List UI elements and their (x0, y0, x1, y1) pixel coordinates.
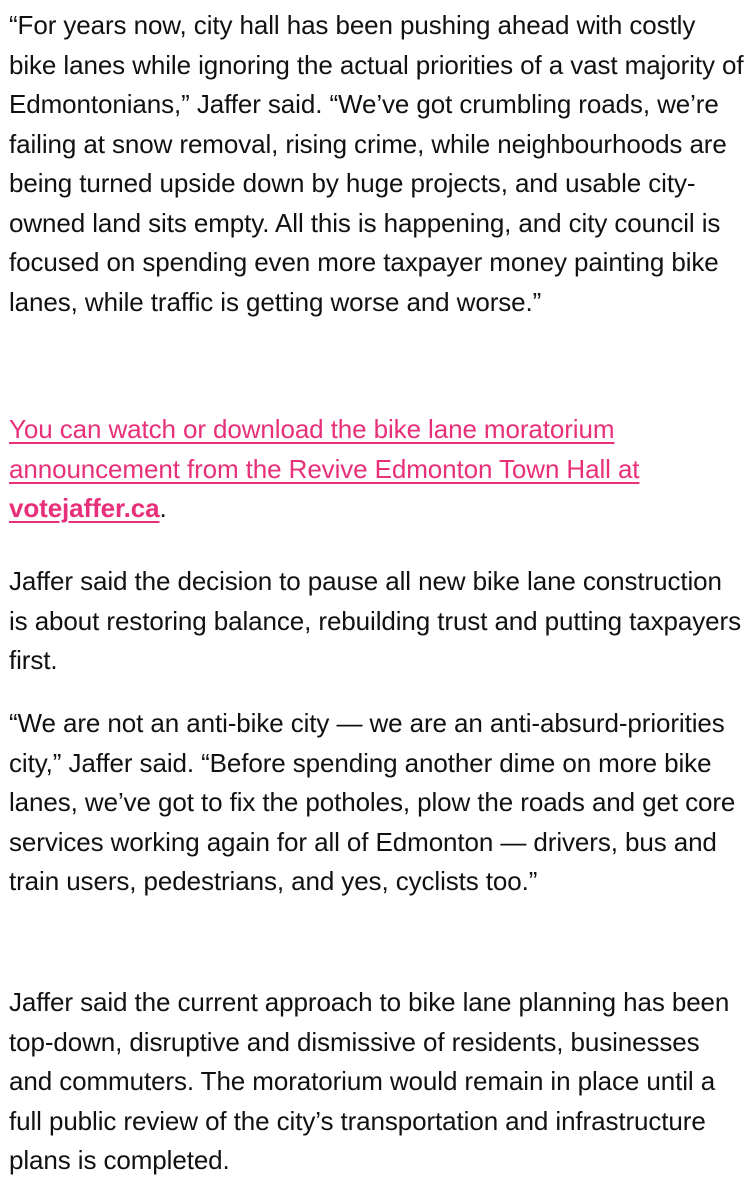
paragraph-video-link (9, 410, 745, 529)
paragraph-quote-anti-absurd: “We are not an anti-bike city — we are an anti-absurd-priorities city,” Jaffer said. “Before spending another dime on more bike lanes, we’ve got to fix the potholes, plow the roads and get core services working again for all of Edmonton — drivers, bus and train users, pedestrians, and yes, cyclists too.” (9, 708, 736, 896)
town-hall-announcement-link[interactable]: You can watch or download the bike lane moratorium announcement from the Revive Edmonton Town Hall at (9, 414, 640, 484)
link-paragraph-period: . (159, 493, 167, 523)
votejaffer-link[interactable]: votejaffer.ca (9, 493, 160, 523)
paragraph-moratorium-review: Jaffer said the current approach to bike lane planning has been top-down, disruptive and dismissive of residents, businesses and commuters. The moratorium would remain in place until a full public review of the city’s transportation and infrastructure plans is completed. (9, 987, 730, 1175)
paragraph-pause-decision: Jaffer said the decision to pause all new bike lane construction is about restoring balance, rebuilding trust and putting taxpayers first. (9, 566, 741, 675)
paragraph-quote-priorities: “For years now, city hall has been pushing ahead with costly bike lanes while ignoring the actual priorities of a vast majority of Edmontonians,” Jaffer said. “We’ve got crumbling roads, we’re failing at snow removal, rising crime, while neighbourhoods are being turned upside down by huge projects, and usable city-owned land sits empty. All this is happening, and city council is focused on spending even more taxpayer money painting bike lanes, while traffic is getting worse and worse.” (9, 10, 744, 317)
